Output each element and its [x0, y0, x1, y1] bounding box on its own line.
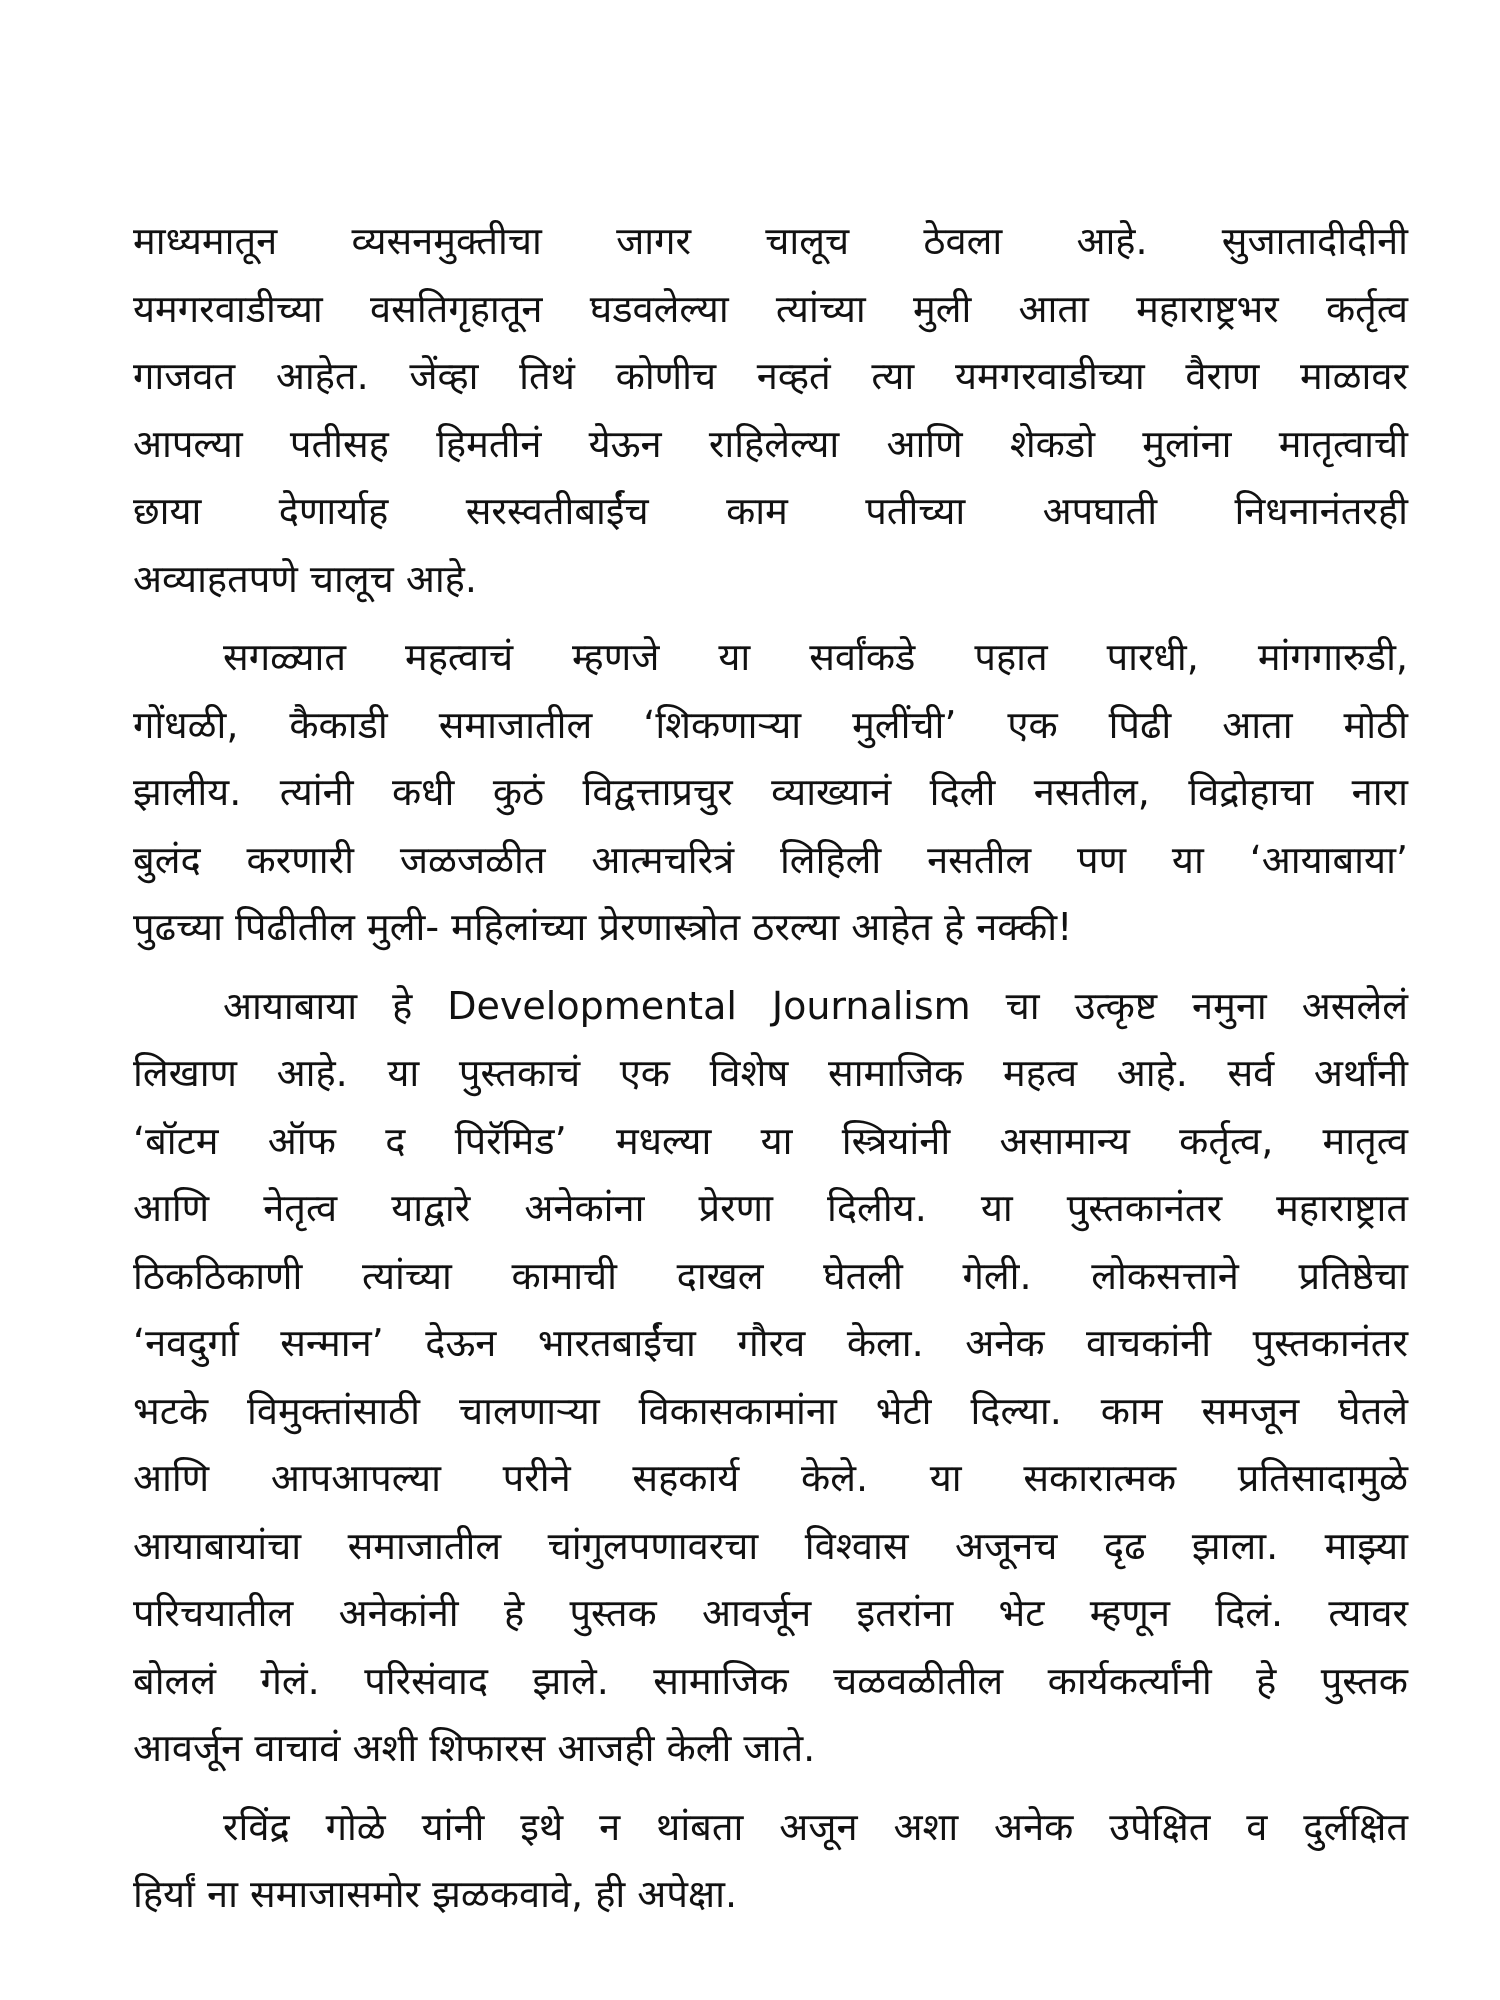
text-line: रविंद्र गोळे यांनी इथे न थांबता अजून अशा अनेक उपेक्षित व दुर्लक्षित — [223, 1804, 1408, 1849]
text-line: लिखाण आहे. या पुस्तकाचं एक विशेष सामाजिक महत्व आहे. सर्व अर्थांनी — [133, 1051, 1408, 1095]
text-line: गाजवत आहेत. जेंव्हा तिथं कोणीच नव्हतं त्या यमगरवाडीच्या वैराण माळावर — [133, 354, 1408, 398]
paragraph-2 — [133, 624, 1408, 962]
text-line: माध्यमातून व्यसनमुक्तीचा जागर चालूच ठेवला आहे. सुजातादीदीनी — [133, 219, 1408, 263]
text-line: हिर्यां ना समाजासमोर झळकवावे, ही अपेक्षा. — [133, 1872, 738, 1916]
text-line: आपल्या पतीसह हिमतीनं येऊन राहिलेल्या आणि शेकडो मुलांना मातृत्वाची — [133, 421, 1408, 466]
text-line: आयाबायांचा समाजातील चांगुलपणावरचा विश्वास अजूनच दृढ झाला. माझ्या — [133, 1523, 1408, 1568]
text-line: आणि नेतृत्व याद्वारे अनेकांना प्रेरणा दिलीय. या पुस्तकानंतर महाराष्ट्रात — [133, 1186, 1408, 1230]
text-line: बुलंद करणारी जळजळीत आत्मचरित्रं लिहिली नसतील पण या ‘आयाबाया’ — [133, 837, 1408, 882]
text-line: पुढच्या पिढीतील मुली- महिलांच्या प्रेरणास्त्रोत ठरल्या आहेत हे नक्की! — [133, 905, 1073, 949]
paragraph-3 — [133, 973, 1408, 1783]
text-line: भटके विमुक्तांसाठी चालणाऱ्या विकासकामांना भेटी दिल्या. काम समजून घेतले — [133, 1388, 1408, 1433]
text-line: बोललं गेलं. परिसंवाद झाले. सामाजिक चळवळीतील कार्यकर्त्यांनी हे पुस्तक — [133, 1658, 1408, 1703]
text-line: सगळ्यात महत्वाचं म्हणजे या सर्वांकडे पहात पारधी, मांगगारुडी, — [223, 635, 1408, 679]
document-page — [133, 208, 1408, 1940]
text-line: गोंधळी, कैकाडी समाजातील ‘शिकणाऱ्या मुलींची’ एक पिढी आता मोठी — [133, 702, 1408, 747]
paragraph-1 — [133, 208, 1408, 613]
text-line: आयाबाया हे Developmental Journalism चा उत्कृष्ट नमुना असलेलं — [223, 983, 1408, 1028]
text-line: ‘बॉटम ऑफ द पिरॅमिड’ मधल्या या स्त्रियांनी असामान्य कर्तृत्व, मातृत्व — [133, 1118, 1408, 1163]
text-line: आणि आपआपल्या परीने सहकार्य केले. या सकारात्मक प्रतिसादामुळे — [133, 1456, 1408, 1500]
text-line: यमगरवाडीच्या वसतिगृहातून घडवलेल्या त्यांच्या मुली आता महाराष्ट्रभर कर्तृत्व — [133, 286, 1408, 331]
text-line: छाया देणार्याह सरस्वतीबाईंच काम पतीच्या अपघाती निधनानंतरही — [133, 489, 1408, 533]
paragraph-4 — [133, 1794, 1408, 1929]
text-line: ‘नवदुर्गा सन्मान’ देऊन भारतबाईंचा गौरव केला. अनेक वाचकांनी पुस्तकानंतर — [133, 1321, 1408, 1365]
text-line: आवर्जून वाचावं अशी शिफारस आजही केली जाते. — [133, 1726, 816, 1770]
text-line: अव्याहतपणे चालूच आहे. — [133, 556, 477, 601]
text-line: झालीय. त्यांनी कधी कुठं विद्वत्ताप्रचुर व्याख्यानं दिली नसतील, विद्रोहाचा नारा — [133, 770, 1408, 814]
text-line: ठिकठिकाणी त्यांच्या कामाची दाखल घेतली गेली. लोकसत्ताने प्रतिष्ठेचा — [133, 1253, 1408, 1298]
text-line: परिचयातील अनेकांनी हे पुस्तक आवर्जून इतरांना भेट म्हणून दिलं. त्यावर — [133, 1591, 1408, 1635]
